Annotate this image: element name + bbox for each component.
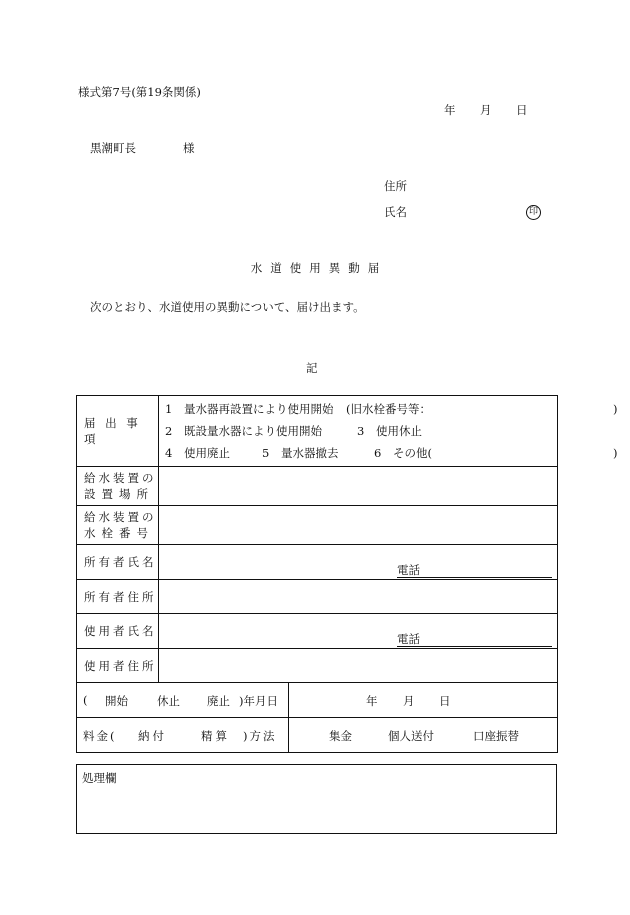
owner-tel-field[interactable] [397, 563, 552, 578]
fee-method-koza-furikae[interactable]: 口座振替 [473, 729, 519, 743]
item-3 [357, 420, 422, 442]
owner-tel-label: 電話 [397, 563, 420, 577]
item-6-close: ) [613, 446, 618, 460]
setti-row [77, 467, 558, 506]
fee-label [83, 728, 288, 742]
item-6-text: その他( [393, 446, 432, 460]
date-value-cell[interactable] [289, 683, 558, 718]
addressee-name: 黒潮町長 [90, 141, 136, 155]
user-address-label: 使用者住所 [84, 658, 157, 673]
document-title: 水道使用異動届 [250, 261, 388, 275]
fee-row [77, 718, 558, 753]
owner-address-label: 所有者住所 [84, 589, 157, 604]
user-name-value-cell[interactable] [159, 614, 558, 649]
item-line-2 [159, 420, 557, 442]
item-5 [262, 442, 339, 464]
todoke-row [77, 396, 558, 467]
fee-option-nofu[interactable]: 納付 [138, 729, 167, 743]
item-line-3 [159, 442, 618, 464]
addressee-honorific: 様 [183, 141, 195, 155]
user-tel-field[interactable] [397, 632, 552, 647]
owner-name-label: 所有者氏名 [84, 555, 157, 569]
suisen-value-cell[interactable] [159, 506, 558, 545]
user-address-value-cell[interactable] [159, 649, 558, 683]
item-2-number: 2 [165, 424, 173, 438]
user-name-label-cell [77, 614, 159, 649]
user-address-row [77, 649, 558, 683]
date-open-paren: ( [83, 693, 88, 707]
date-value-year: 年 [366, 694, 378, 708]
suisen-label-cell [77, 506, 159, 545]
user-address-label-cell [77, 649, 159, 683]
seal-icon: 印 [526, 205, 541, 220]
item-5-number: 5 [262, 446, 270, 460]
owner-name-value-cell[interactable] [159, 545, 558, 580]
item-1-close: ) [613, 402, 618, 416]
item-4-text: 使用廃止 [184, 446, 230, 460]
item-3-number: 3 [357, 424, 365, 438]
fee-label-cell [77, 718, 289, 753]
item-1-number: 1 [165, 402, 173, 416]
item-1-text: 量水器再設置により使用開始 [184, 402, 334, 416]
fee-method-kojin-sofu[interactable]: 個人送付 [388, 729, 434, 743]
date-label-cell [77, 683, 289, 718]
user-tel-label: 電話 [397, 632, 420, 646]
setti-label-line1: 給水装置の [84, 471, 157, 485]
item-6 [374, 442, 432, 464]
owner-name-label-cell [77, 545, 159, 580]
item-4-number: 4 [165, 446, 173, 460]
applicant-address-label: 住所 [384, 179, 407, 193]
suisen-row [77, 506, 558, 545]
date-option-haishi[interactable]: 廃止 [207, 694, 230, 708]
date-row [77, 683, 558, 718]
date-month-label: 月 [480, 103, 492, 117]
todoke-items-cell [159, 396, 618, 467]
owner-address-row [77, 580, 558, 614]
setti-label-line2: 設置場所 [84, 487, 154, 501]
todoke-label-cell [77, 396, 159, 467]
date-option-kaishi[interactable]: 開始 [105, 694, 128, 708]
fee-methods-cell [289, 718, 558, 753]
owner-address-value-cell[interactable] [159, 580, 558, 614]
owner-name-row [77, 545, 558, 580]
item-2-text: 既設量水器により使用開始 [184, 424, 322, 438]
applicant-name-label: 氏名 [384, 205, 407, 219]
ki-marker: 記 [306, 361, 318, 375]
item-line-1 [159, 398, 618, 420]
date-value-day: 日 [439, 694, 451, 708]
setti-value-cell[interactable] [159, 467, 558, 506]
fee-label-start: 料金( [83, 729, 117, 743]
user-name-label: 使用者氏名 [84, 624, 157, 638]
date-label [83, 693, 288, 707]
suisen-label-line2: 水栓番号 [84, 526, 154, 540]
processing-box [76, 764, 557, 834]
fee-option-seisan[interactable]: 精算 [201, 729, 230, 743]
date-year-label: 年 [444, 103, 456, 117]
date-option-kyushi[interactable]: 休止 [157, 694, 180, 708]
owner-address-label-cell [77, 580, 159, 614]
suisen-label-line1: 給水装置の [84, 510, 157, 524]
setti-label-cell [77, 467, 159, 506]
form-table [76, 395, 618, 753]
user-name-row [77, 614, 558, 649]
item-3-text: 使用休止 [376, 424, 422, 438]
intro-text: 次のとおり、水道使用の異動について、届け出ます。 [90, 300, 365, 314]
todoke-label: 届 出 事 項 [84, 416, 141, 446]
item-1-paren: (旧水栓番号等： [346, 402, 431, 416]
item-5-text: 量水器撤去 [281, 446, 339, 460]
fee-label-end: )方法 [243, 729, 277, 743]
item-6-number: 6 [374, 446, 382, 460]
date-close-paren: )年月日 [239, 694, 278, 708]
processing-label: 処理欄 [82, 771, 117, 785]
fee-method-shukin[interactable]: 集金 [329, 729, 352, 743]
date-value-month: 月 [403, 694, 415, 708]
form-number: 様式第7号(第19条関係) [78, 85, 201, 99]
date-day-label: 日 [516, 103, 528, 117]
